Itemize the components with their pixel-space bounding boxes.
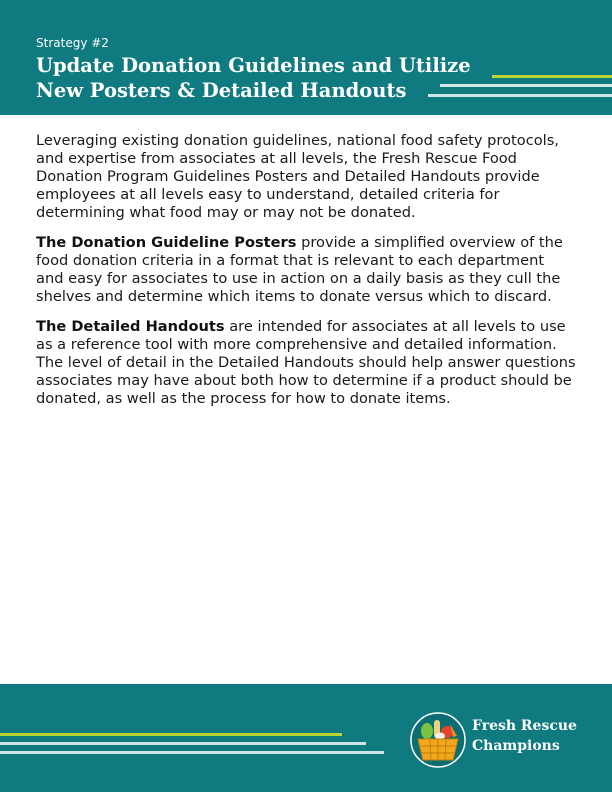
footer-stripe-light-2 xyxy=(0,751,384,754)
body-content xyxy=(36,132,576,420)
strategy-label: Strategy #2 xyxy=(36,36,109,50)
header-stripe-lime xyxy=(492,75,612,78)
brand-name xyxy=(472,716,577,756)
page-title-line-1: Update Donation Guidelines and Utilize xyxy=(36,54,471,77)
header-stripe-light-1 xyxy=(440,84,612,87)
posters-text: provide a simplified overview of the food donation criteria in a format that is relevant to each department and easy for associates to use in action on a daily basis as they cull the shelves and determine which items to donate versus which to discard. xyxy=(36,234,563,305)
handouts-paragraph xyxy=(36,318,576,408)
footer-stripe-lime xyxy=(0,733,342,736)
produce-basket-icon xyxy=(410,712,466,768)
page-title-line-2: New Posters & Detailed Handouts xyxy=(36,79,407,102)
posters-paragraph xyxy=(36,234,576,306)
handouts-lead: The Detailed Handouts xyxy=(36,318,225,335)
footer-stripe-light-1 xyxy=(0,742,366,745)
handouts-text: are intended for associates at all levels to use as a reference tool with more comprehensive and detailed information. The level of detail in the Detailed Handouts should help answer questions associates may have about both how to determine if a product should be donated, as well as the process for how to donate items. xyxy=(36,318,576,407)
brand-name-line-1: Fresh Rescue xyxy=(472,718,577,734)
intro-paragraph: Leveraging existing donation guidelines, national food safety protocols, and expertise from associates at all levels, the Fresh Rescue Food Donation Program Guidelines Posters and Detailed Handouts provide employees at all levels easy to understand, detailed criteria for determining what food may or may not be donated. xyxy=(36,132,559,221)
posters-lead: The Donation Guideline Posters xyxy=(36,234,297,251)
header-stripe-light-2 xyxy=(428,94,612,97)
brand-name-line-2: Champions xyxy=(472,738,560,754)
